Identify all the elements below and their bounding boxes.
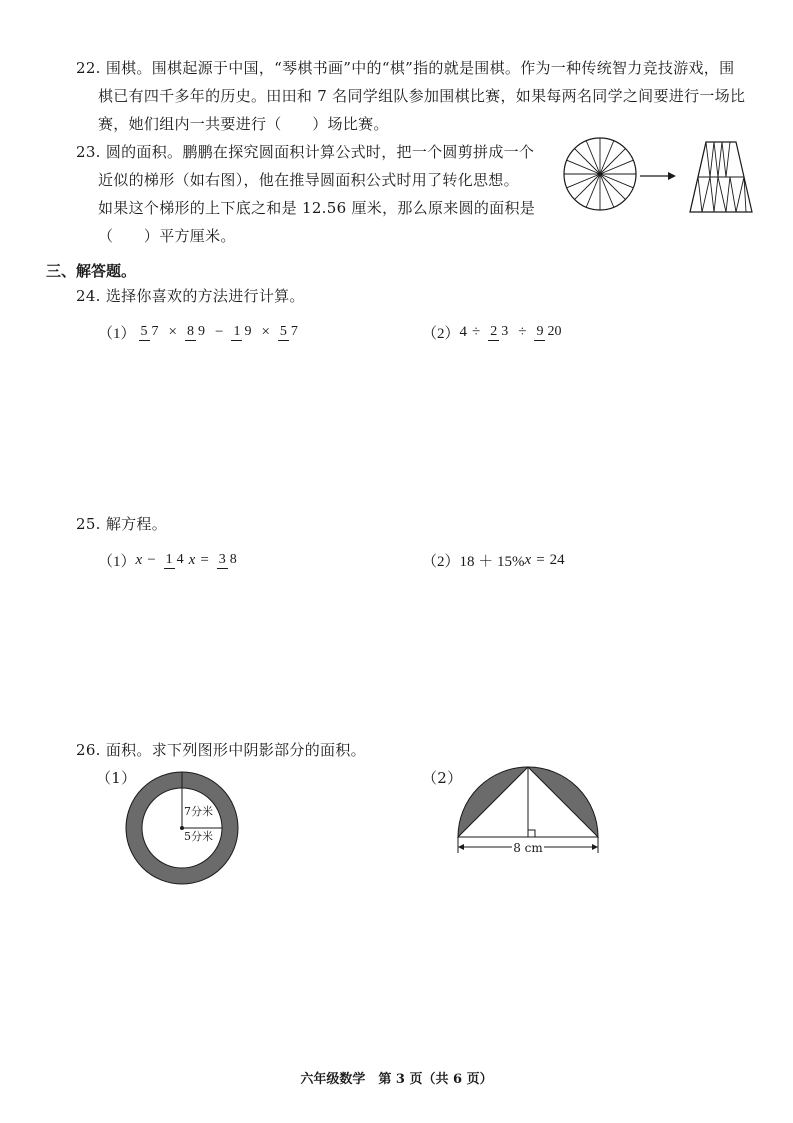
ring-figure (120, 770, 245, 888)
variable: x (188, 551, 196, 568)
q23-line3: 如果这个梯形的上下底之和是 12.56 厘米，那么原来圆的面积是 (98, 199, 536, 217)
q23-figure (560, 132, 760, 222)
equals-sign: = (200, 551, 209, 568)
operator: − (147, 551, 156, 568)
page-footer: 六年级数学 第 3 页（共 6 页） (300, 1072, 493, 1087)
arrow-icon (640, 172, 676, 180)
operator: ÷ (518, 323, 527, 340)
fraction: 5 7 (279, 324, 298, 339)
arrow-right-icon (592, 844, 598, 850)
q23-line2: 近似的梯形（如右图），他在推导圆面积公式时用了转化思想。 (98, 171, 519, 189)
q25-title: 25. 解方程。 (76, 515, 168, 533)
operator: − (214, 323, 224, 340)
q22-line2: 棋已有四千多年的历史。田田和 7 名同学组队参加围棋比赛，如果每两名同学之间要进行一场比 (98, 87, 746, 105)
q25-part2-equation (422, 542, 565, 578)
q24-part1-label: （1） (98, 325, 136, 342)
base-label: 8 cm (513, 841, 543, 855)
q24-part2-expression (422, 314, 566, 350)
fraction: 1 9 (233, 324, 252, 339)
operator: ÷ (472, 323, 481, 340)
outer-radius-label: 7分米 (184, 805, 213, 818)
operator: × (261, 323, 270, 340)
fraction: 8 9 (186, 324, 205, 339)
sector-line (575, 149, 600, 174)
q24-title: 24. 选择你喜欢的方法进行计算。 (76, 287, 305, 305)
q22-line1: 22. 围棋。围棋起源于中国，“琴棋书画”中的“棋”指的就是围棋。作为一种传统智力竞技游戏，围 (76, 59, 735, 77)
section-title: 三、解答题。 (46, 262, 137, 280)
q23-line4: （ ）平方厘米。 (98, 227, 236, 245)
rhs: 24 (549, 551, 565, 568)
q24-part2-label: （2） (422, 325, 460, 342)
variable: x (524, 551, 532, 568)
q25-part1-equation (98, 542, 242, 578)
fraction: 1 4 (165, 552, 184, 567)
fraction: 9 20 (536, 324, 562, 339)
fraction: 5 7 (140, 324, 159, 339)
semicircle-figure (450, 765, 606, 857)
q26-part1-label: （1） (96, 769, 137, 787)
inner-radius-label: 5分米 (184, 830, 213, 843)
arrow-left-icon (458, 844, 464, 850)
sector-circle (564, 138, 636, 210)
lhs: 18 ＋ 15% (459, 553, 525, 570)
variable: x (135, 551, 143, 568)
operator: × (168, 323, 177, 340)
trapezoid-figure (690, 142, 752, 212)
equals-sign: = (536, 551, 545, 568)
sector-line (600, 149, 625, 174)
sector-line (600, 174, 625, 199)
fraction: 2 3 (490, 324, 509, 339)
q23-line1: 23. 圆的面积。鹏鹏在探究圆面积计算公式时，把一个圆剪拼成一个 (76, 143, 535, 161)
q26-title: 26. 面积。求下列图形中阴影部分的面积。 (76, 741, 366, 759)
q25-part1-label: （1） (98, 553, 136, 570)
q26-part2-label: （2） (422, 769, 463, 787)
q24-part1-expression (98, 314, 303, 350)
q25-part2-label: （2） (422, 553, 460, 570)
fraction: 3 8 (218, 552, 237, 567)
number: 4 (459, 323, 468, 340)
sector-line (575, 174, 600, 199)
q22-line3: 赛，她们组内一共要进行（ ）场比赛。 (98, 115, 389, 133)
